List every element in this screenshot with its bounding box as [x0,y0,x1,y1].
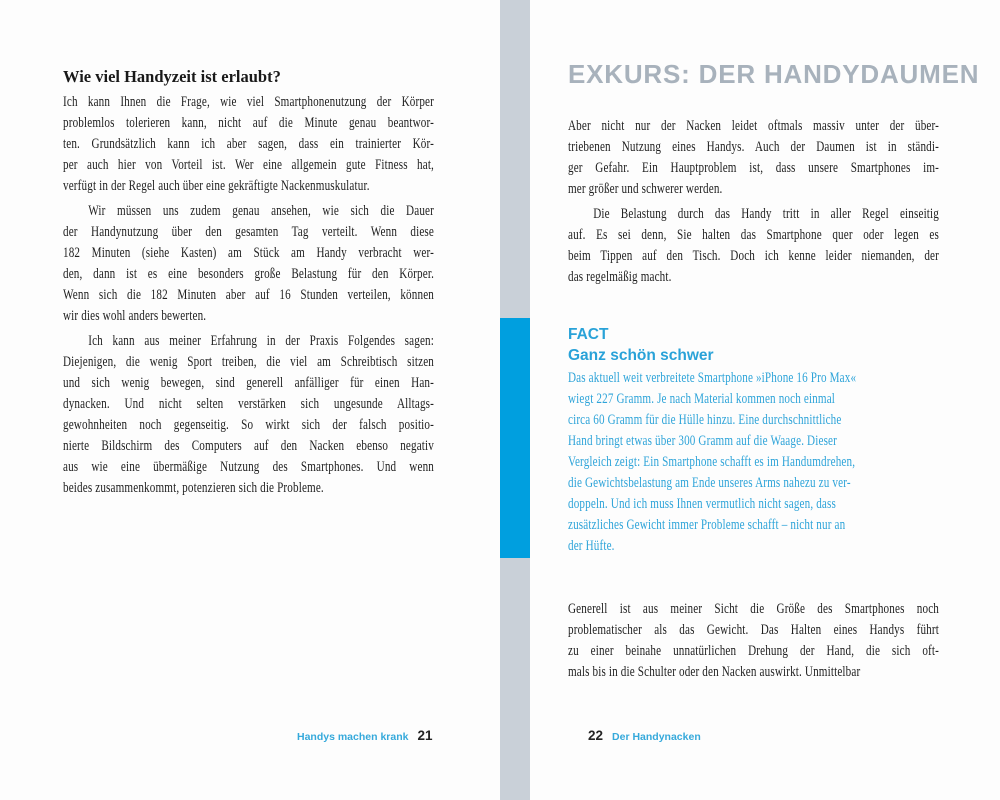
text-line: ger Gefahr. Ein Hauptproblem ist, dass unsere Smartphones im- [568,160,939,176]
text-line: der Handynutzung über den gesamten Tag verteilt. Wenn diese [63,224,434,240]
text-line: Aber nicht nur der Nacken leidet oftmals massiv unter der über- [568,118,939,134]
right-body-text-top [568,116,939,288]
text-line: per auch hier von Vorteil ist. Wer eine allgemein gute Fitness hat, [63,157,434,173]
fact-box [568,324,948,557]
text-line: die Gewichtsbelastung am Ende unseres Arms nahezu zu ver- [568,475,851,491]
fact-box-body [568,368,939,557]
text-line: Wenn sich die 182 Minuten aber auf 16 Stunden verteilen, können [63,287,434,303]
paragraph [63,331,434,499]
text-line: Hand bringt etwas über 300 Gramm auf die Waage. Dieser [568,433,837,449]
left-page-footer [297,728,433,743]
text-line: wir dies wohl anders bewerten. [63,308,207,324]
paragraph [63,201,434,327]
paragraph [568,116,939,200]
text-line: beides zusammenkommt, potenzieren sich die Probleme. [63,480,324,496]
paragraph [568,599,939,683]
text-line: problemlos tolerieren kann, nicht auf die Minute genau beantwor- [63,115,434,131]
divider-strip-blue-accent [500,318,530,558]
text-line: gewohnheiten noch gegenseitig. So wirkt sich der falsch positio- [63,417,434,433]
left-body-text [63,92,434,499]
text-line: wiegt 227 Gramm. Je nach Material kommen noch einmal [568,391,836,407]
text-line: 182 Minuten (siehe Kasten) am Stück am Handy verbracht wer- [63,245,434,261]
right-body-text-bottom [568,599,939,683]
text-line: mals bis in die Schulter oder den Nacken auswirkt. Unmittelbar [568,664,861,680]
text-line: zusätzliches Gewicht immer Probleme schafft – nicht nur an [568,517,846,533]
paragraph [568,204,939,288]
text-line: Vergleich zeigt: Ein Smartphone schafft es im Handumdrehen, [568,454,856,470]
text-line: Generell ist aus meiner Sicht die Größe des Smartphones noch [568,601,939,617]
text-line: beim Tippen auf den Tisch. Doch ich kenne leider niemanden, der [568,248,939,264]
text-line: auf. Es sei denn, Sie halten das Smartphone quer oder legen es [568,227,939,243]
exkurs-heading: EXKURS: DER HANDYDAUMEN [568,59,980,89]
text-line: Die Belastung durch das Handy tritt in aller Regel einseitig [593,206,939,222]
text-line: und sich wenig bewegen, sind generell anfälliger für einen Han- [63,375,434,391]
text-line: zu einer beinahe unnatürlichen Drehung der Hand, die sich oft- [568,643,939,659]
text-line: Wir müssen uns zudem genau ansehen, wie sich die Dauer [88,203,434,219]
right-page-number: 22 [588,728,604,743]
text-line: Ich kann aus meiner Erfahrung in der Praxis Folgendes sagen: [88,333,434,349]
text-line: das regelmäßig macht. [568,269,672,285]
divider-strip [500,0,530,800]
text-line: nierte Bildschirm des Computers auf den Nacken ebenso negativ [63,438,434,454]
right-page-footer [588,728,701,743]
left-page-number: 21 [417,728,433,743]
text-line: aus wie eine übermäßige Nutzung des Smartphones. Und wenn [63,459,434,475]
text-line: dynacken. Und nicht selten verstärken sich ungesunde Alltags- [63,396,434,412]
fact-box-title: Ganz schön schwer [568,347,714,364]
running-book-title: Handys machen krank [297,731,409,743]
left-section-heading: Wie viel Handyzeit ist erlaubt? [63,67,281,86]
text-line: ten. Grundsätzlich kann ich aber sagen, dass ein trainierter Kör- [63,136,434,152]
running-chapter-title: Der Handynacken [612,731,701,743]
text-line: Diejenigen, die wenig Sport treiben, die viel am Schreibtisch sitzen [63,354,434,370]
text-line: verfügt in der Regel auch über eine gekräftigte Nackenmuskulatur. [63,178,370,194]
text-line: triebenen Nutzung eines Handys. Auch der Daumen ist in ständi- [568,139,939,155]
text-line: Das aktuell weit verbreitete Smartphone »iPhone 16 Pro Max« [568,370,857,386]
text-line: den, dann ist es eine besonders große Belastung für den Körper. [63,266,434,282]
text-line: der Hüfte. [568,538,615,554]
text-line: mer größer und schwerer werden. [568,181,723,197]
fact-box-label: FACT [568,326,609,343]
paragraph [63,92,434,197]
text-line: doppeln. Und ich muss Ihnen vermutlich nicht sagen, dass [568,496,836,512]
text-line: problematischer als das Gewicht. Das Halten eines Handys führt [568,622,939,638]
text-line: Ich kann Ihnen die Frage, wie viel Smartphonenutzung der Körper [63,94,434,110]
text-line: circa 60 Gramm für die Hülle hinzu. Eine durchschnittliche [568,412,842,428]
